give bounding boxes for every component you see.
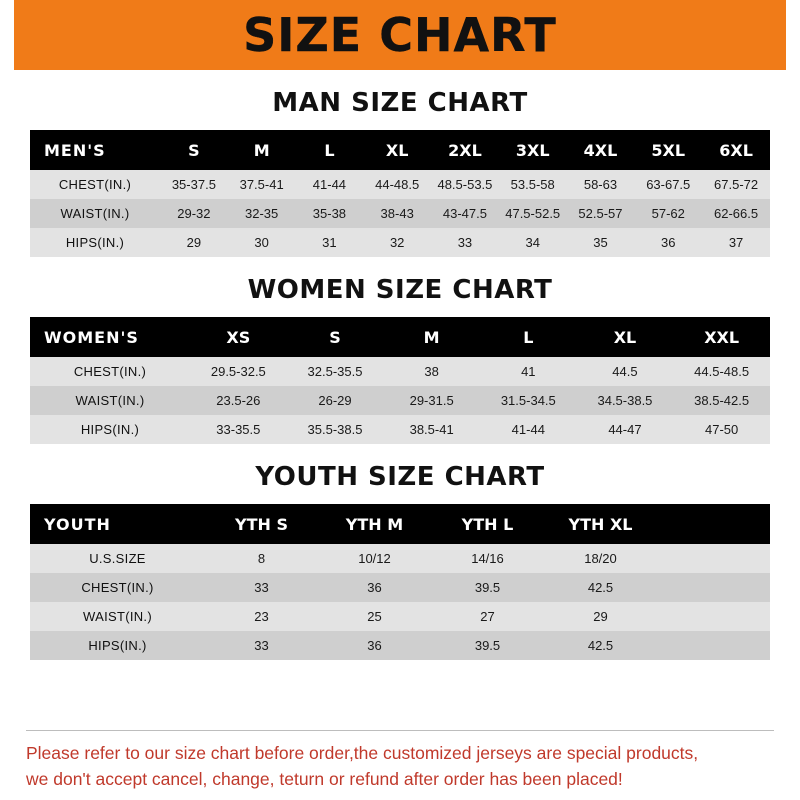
banner-edge-right	[786, 0, 800, 70]
table-row	[30, 357, 770, 386]
youth-hips-m: 36	[367, 638, 382, 653]
table-row	[30, 573, 770, 602]
men-waist-5xl: 57-62	[651, 206, 685, 221]
men-header-label: MEN'S	[44, 140, 106, 160]
women-hips-xs: 33-35.5	[216, 422, 261, 437]
men-chest-m: 37.5-41	[239, 177, 284, 192]
women-size-table	[30, 317, 770, 444]
men-hips-4xl: 35	[593, 235, 608, 250]
note-line-1: Please refer to our size chart before order,the customized jerseys are special products,	[26, 743, 699, 764]
men-row-label-waist: WAIST(IN.)	[60, 206, 130, 221]
men-chest-3xl: 53.5-58	[510, 177, 555, 192]
women-header-m: M	[423, 327, 440, 347]
women-header-s: S	[329, 327, 341, 347]
men-header-5xl: 5XL	[651, 140, 686, 160]
youth-chest-m: 36	[367, 580, 382, 595]
table-row	[30, 228, 770, 257]
men-section-title: MAN SIZE CHART	[272, 88, 528, 118]
youth-ussize-xl: 18/20	[584, 551, 617, 566]
men-row-label-chest: CHEST(IN.)	[58, 177, 132, 192]
youth-chest-l: 39.5	[474, 580, 501, 595]
women-hips-xl: 44-47	[608, 422, 642, 437]
men-hips-2xl: 33	[457, 235, 473, 250]
table-row	[30, 170, 770, 199]
men-chest-s: 35-37.5	[171, 177, 216, 192]
youth-header-xl: YTH XL	[568, 514, 633, 534]
men-header-l: L	[324, 140, 335, 160]
youth-waist-s: 23	[254, 609, 269, 624]
women-header-xxl: XXL	[704, 327, 740, 347]
men-header-6xl: 6XL	[719, 140, 753, 160]
women-header-xl: XL	[613, 327, 637, 347]
women-header-xs: XS	[226, 327, 251, 347]
youth-row-label-ussize: U.S.SIZE	[89, 551, 146, 566]
women-hips-xxl: 47-50	[705, 422, 739, 437]
men-header-3xl: 3XL	[515, 140, 550, 160]
youth-ussize-s: 8	[257, 551, 266, 566]
women-row-label-waist: WAIST(IN.)	[75, 393, 145, 408]
youth-waist-xl: 29	[593, 609, 608, 624]
women-waist-m: 29-31.5	[409, 393, 454, 408]
men-hips-l: 31	[322, 235, 337, 250]
women-row-label-chest: CHEST(IN.)	[73, 364, 147, 379]
women-waist-xs: 23.5-26	[216, 393, 261, 408]
banner-edge-left	[0, 0, 14, 70]
men-waist-3xl: 47.5-52.5	[505, 206, 561, 221]
men-row-label-hips: HIPS(IN.)	[65, 235, 125, 250]
table-row	[30, 631, 770, 660]
youth-chest-pad	[657, 573, 770, 602]
men-chest-2xl: 48.5-53.5	[437, 177, 493, 192]
men-waist-m: 32-35	[245, 206, 279, 221]
youth-hips-l: 39.5	[474, 638, 501, 653]
women-waist-xxl: 38.5-42.5	[694, 393, 750, 408]
table-row	[30, 415, 770, 444]
men-chest-l: 41-44	[312, 177, 347, 192]
women-header-label: WOMEN'S	[44, 327, 139, 347]
women-header-l: L	[523, 327, 534, 347]
table-row	[30, 199, 770, 228]
women-chest-s: 32.5-35.5	[307, 364, 363, 379]
youth-ussize-l: 14/16	[471, 551, 504, 566]
youth-row-label-hips: HIPS(IN.)	[88, 638, 147, 653]
youth-header-l: YTH L	[461, 514, 514, 534]
men-waist-xl: 38-43	[380, 206, 414, 221]
youth-header-pad	[657, 504, 770, 544]
men-hips-6xl: 37	[728, 235, 744, 250]
youth-hips-xl: 42.5	[587, 638, 614, 653]
women-chest-l: 41	[521, 364, 536, 379]
table-row	[30, 544, 770, 573]
disclaimer-note	[0, 730, 800, 792]
men-header-xl: XL	[385, 140, 409, 160]
women-hips-l: 41-44	[511, 422, 545, 437]
women-chest-xl: 44.5	[612, 364, 638, 379]
men-waist-l: 35-38	[312, 206, 347, 221]
youth-row-label-chest: CHEST(IN.)	[81, 580, 154, 595]
men-header-s: S	[188, 140, 200, 160]
youth-chest-xl: 42.5	[587, 580, 614, 595]
women-row-label-hips: HIPS(IN.)	[80, 422, 140, 437]
men-chest-5xl: 63-67.5	[646, 177, 691, 192]
youth-hips-s: 33	[254, 638, 269, 653]
men-chest-xl: 44-48.5	[375, 177, 420, 192]
table-row	[30, 386, 770, 415]
women-waist-l: 31.5-34.5	[500, 393, 556, 408]
youth-waist-l: 27	[480, 609, 495, 624]
youth-section-title: YOUTH SIZE CHART	[255, 462, 545, 492]
youth-ussize-pad	[657, 544, 770, 573]
youth-row-label-waist: WAIST(IN.)	[83, 609, 152, 624]
note-line-2: we don't accept cancel, change, teturn or refund after order has been placed!	[26, 768, 623, 789]
table-row	[30, 602, 770, 631]
youth-size-table	[30, 504, 770, 660]
men-waist-6xl: 62-66.5	[714, 206, 759, 221]
women-chest-m: 38	[424, 364, 439, 379]
men-waist-s: 29-32	[177, 206, 211, 221]
page-title: SIZE CHART	[243, 8, 557, 62]
women-hips-s: 35.5-38.5	[307, 422, 363, 437]
men-waist-4xl: 52.5-57	[578, 206, 623, 221]
youth-ussize-m: 10/12	[358, 551, 391, 566]
youth-header-label: YOUTH	[44, 514, 111, 534]
youth-chest-s: 33	[254, 580, 269, 595]
youth-waist-pad	[657, 602, 770, 631]
women-hips-m: 38.5-41	[409, 422, 454, 437]
men-hips-5xl: 36	[661, 235, 676, 250]
men-hips-3xl: 34	[525, 235, 540, 250]
youth-header-s: YTH S	[235, 514, 288, 534]
women-waist-s: 26-29	[318, 393, 352, 408]
women-chest-xs: 29.5-32.5	[210, 364, 266, 379]
men-chest-6xl: 67.5-72	[714, 177, 759, 192]
women-waist-xl: 34.5-38.5	[597, 393, 653, 408]
men-header-2xl: 2XL	[448, 140, 482, 160]
men-hips-m: 30	[254, 235, 269, 250]
table-header-row	[30, 504, 770, 544]
men-chest-4xl: 58-63	[583, 177, 618, 192]
page-banner	[0, 0, 800, 70]
women-chest-xxl: 44.5-48.5	[694, 364, 750, 379]
men-hips-xl: 32	[389, 235, 405, 250]
youth-waist-m: 25	[367, 609, 382, 624]
men-hips-s: 29	[186, 235, 202, 250]
youth-hips-pad	[657, 631, 770, 660]
men-waist-2xl: 43-47.5	[442, 206, 487, 221]
men-header-m: M	[253, 140, 270, 160]
youth-header-m: YTH M	[345, 514, 404, 534]
women-section-title: WOMEN SIZE CHART	[247, 275, 553, 305]
men-header-4xl: 4XL	[583, 140, 618, 160]
table-header-row	[30, 317, 770, 357]
table-header-row	[30, 130, 770, 170]
men-size-table	[30, 130, 770, 257]
note-divider	[26, 730, 774, 731]
